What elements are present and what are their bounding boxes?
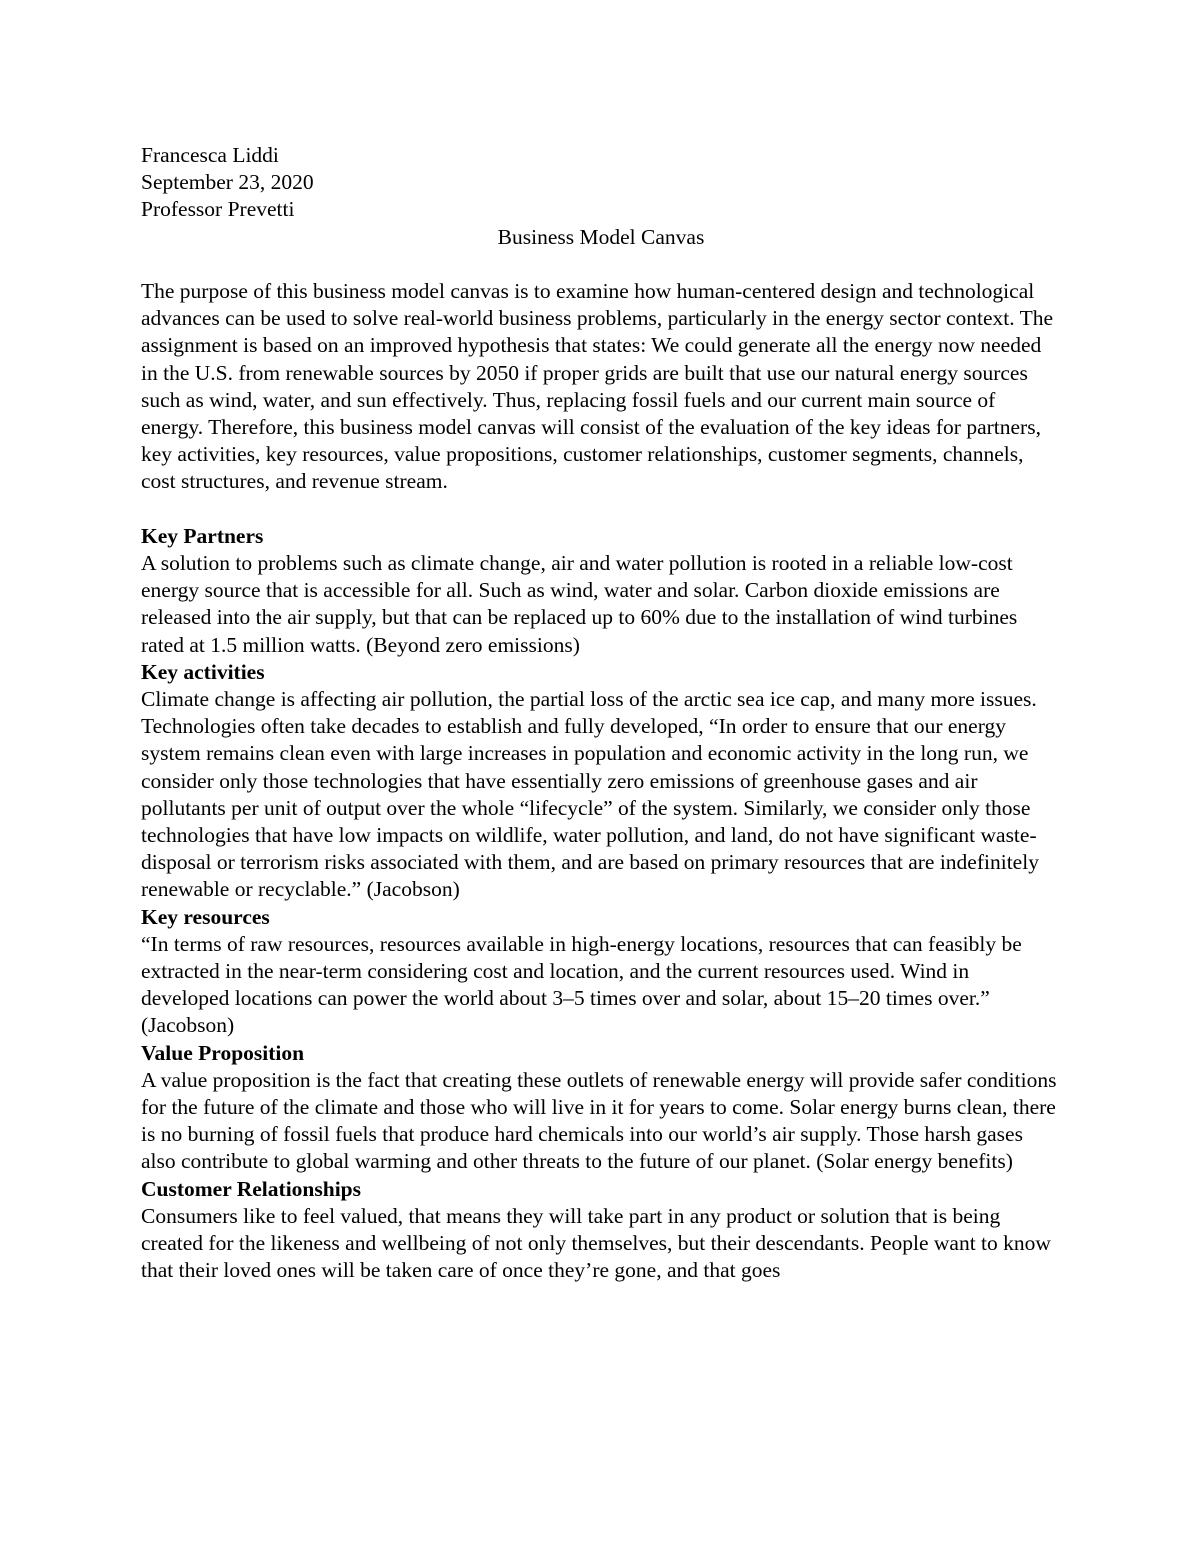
section-body: Climate change is affecting air pollution, the partial loss of the arctic sea ice cap, and many more issues. Technologies often take decades to establish and fully developed, “In order to ensure that our energy system remains clean even with large increases in population and economic activity in the long run, we consider only those technologies that have essentially zero emissions of greenhouse gases and air pollutants per unit of output over the whole “lifecycle” of the system. Similarly, we consider only those technologies that have low impacts on wildlife, water pollution, and land, do not have significant waste-disposal or terrorism risks associated with them, and are based on primary resources that are indefinitely renewable or recyclable.” (Jacobson) <box>141 687 1039 902</box>
document-date: September 23, 2020 <box>141 170 314 195</box>
section-heading: Key activities <box>141 659 265 684</box>
section-body: “In terms of raw resources, resources available in high-energy locations, resources that can feasibly be extracted in the near-term considering cost and location, and the current resources used. Wind in developed locations can power the world about 3–5 times over and solar, about 15–20 times over.” (Jacobson) <box>141 931 1022 1038</box>
section-heading: Customer Relationships <box>141 1176 361 1201</box>
author-name: Francesca Liddi <box>141 143 279 167</box>
spacer <box>141 496 1061 523</box>
section-body: A value proposition is the fact that creating these outlets of renewable energy will provide safer conditions for the future of the climate and those who will live in it for years to come. Solar energy burns clean, there is no burning of fossil fuels that produce hard chemicals into our world’s air supply. Those harsh gases also contribute to global warming and other threats to the future of our planet. (Solar energy benefits) <box>141 1067 1057 1174</box>
section-heading: Value Proposition <box>141 1040 305 1065</box>
section-heading: Key resources <box>141 904 270 929</box>
section-value-proposition <box>141 1040 1061 1176</box>
spacer <box>141 251 1061 278</box>
section-body: A solution to problems such as climate change, air and water pollution is rooted in a reliable low-cost energy source that is accessible for all. Such as wind, water and solar. Carbon dioxide emissions are released into the air supply, but that can be replaced up to 60% due to the installation of wind turbines rated at 1.5 million watts. (Beyond zero emissions) <box>141 551 1018 657</box>
section-key-resources <box>141 904 1061 1040</box>
document-title: Business Model Canvas <box>497 224 705 249</box>
section-key-partners <box>141 523 1061 659</box>
intro-paragraph: The purpose of this business model canvas is to examine how human-centered design and technological advances can be used to solve real-world business problems, particularly in the energy sector context. The assignment is based on an improved hypothesis that states: We could generate all the energy now needed in the U.S. from renewable sources by 2050 if proper grids are built that use our natural energy sources such as wind, water, and sun effectively. Thus, replacing fossil fuels and our current main source of energy. Therefore, this business model canvas will consist of the evaluation of the key ideas for partners, key activities, key resources, value propositions, customer relationships, customer segments, channels, cost structures, and revenue stream. <box>141 279 1054 494</box>
section-heading: Key Partners <box>141 523 264 548</box>
professor-name: Professor Prevetti <box>141 197 295 222</box>
section-customer-relationships <box>141 1176 1061 1285</box>
section-body: Consumers like to feel valued, that means they will take part in any product or solution that is being created for the likeness and wellbeing of not only themselves, but their descendants. People want to know that their loved ones will be taken care of once they’re gone, and that goes <box>141 1203 1051 1283</box>
section-key-activities <box>141 659 1061 904</box>
document-body <box>141 142 1061 1285</box>
